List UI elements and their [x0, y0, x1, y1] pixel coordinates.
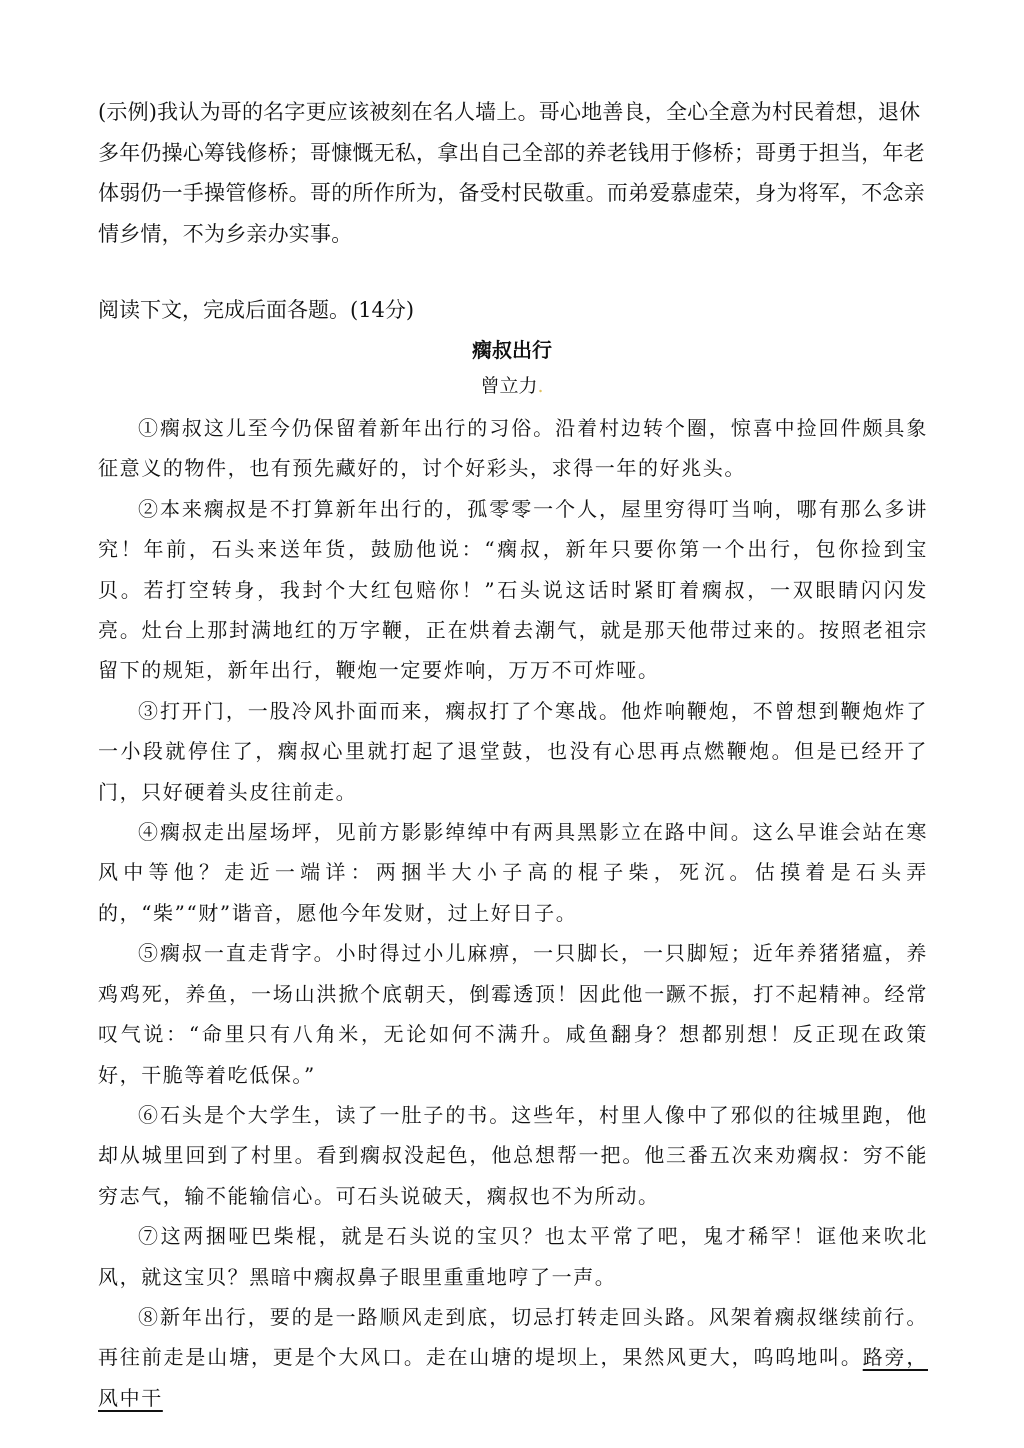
article-paragraph-3: ③打开门，一股冷风扑面而来，瘸叔打了个寒战。他炸响鞭炮，不曾想到鞭炮炸了一小段就停住了，瘸叔心里就打起了退堂鼓，也没有心思再点燃鞭炮。但是已经开了门，只好硬着头皮往前走。 — [98, 698, 928, 804]
example-answer-paragraph: (示例)我认为哥的名字更应该被刻在名人墙上。哥心地善良，全心全意为村民着想，退休多年仍操心筹钱修桥；哥慷慨无私，拿出自己全部的养老钱用于修桥；哥勇于担当，年老体弱仍一手操管修桥。哥的所作所为，备受村民敬重。而弟爱慕虚荣，身为将军，不念亲情乡情，不为乡亲办实事。 — [98, 100, 925, 246]
article-author — [0, 368, 1024, 404]
article-paragraph-4: ④瘸叔走出屋场坪，见前方影影绰绰中有两具黑影立在路中间。这么早谁会站在寒风中等他？走近一端详：两捆半大小子高的棍子柴，死沉。估摸着是石头弄的，“柴”“财”谐音，愿他今年发财，过上好日子。 — [98, 820, 928, 925]
paragraph-8-text: ⑧新年出行，要的是一路顺风走到底，切忌打转走回头路。风架着瘸叔继续前行。再往前走是山塘，更是个大风口。走在山塘的堤坝上，果然风更大，呜呜地叫。 — [98, 1304, 928, 1370]
article-paragraph-7: ⑦这两捆哑巴柴棍，就是石头说的宝贝？也太平常了吧，鬼才稀罕！诓他来吹北风，就这宝贝？黑暗中瘸叔鼻子眼里重重地哼了一声。 — [98, 1224, 928, 1289]
article-paragraph-2: ②本来瘸叔是不打算新年出行的，孤零零一个人，屋里穷得叮当响，哪有那么多讲究！年前，石头来送年货，鼓励他说：“瘸叔，新年只要你第一个出行，包你捡到宝贝。若打空转身，我封个大红包赔你！”石头说这话时紧盯着瘸叔，一双眼睛闪闪发亮。灶台上那封满地红的万字鞭，正在烘着去潮气，就是那天他带过来的。按照老祖宗留下的规矩，新年出行，鞭炮一定要炸响，万万不可炸哑。 — [98, 496, 928, 683]
underlined-sentence: 路旁，风中干 — [98, 1345, 928, 1410]
article-body — [98, 408, 928, 1418]
reading-instruction: 阅读下文，完成后面各题。(14分) — [98, 298, 415, 322]
author-name: 曾立力 — [480, 375, 538, 397]
article-paragraph-5: ⑤瘸叔一直走背字。小时得过小儿麻痹，一只脚长，一只脚短；近年养猪猪瘟，养鸡鸡死，养鱼，一场山洪掀个底朝天，倒霉透顶！因此他一蹶不振，打不起精神。经常叹气说：“命里只有八角米，无论如何不满升。咸鱼翻身？想都别想！反正现在政策好，干脆等着吃低保。” — [98, 941, 928, 1087]
article-title: 瘸叔出行 — [472, 338, 552, 362]
article-paragraph-6: ⑥石头是个大学生，读了一肚子的书。这些年，村里人像中了邪似的往城里跑，他却从城里回到了村里。看到瘸叔没起色，他总想帮一把。他三番五次来劝瘸叔：穷不能穷志气，输不能输信心。可石头说破天，瘸叔也不为所动。 — [98, 1102, 928, 1208]
author-mark: . — [537, 375, 544, 397]
article-paragraph-8 — [98, 1297, 928, 1418]
article-paragraph-1: ①瘸叔这儿至今仍保留着新年出行的习俗。沿着村边转个圈，惊喜中捡回件颇具象征意义的物件，也有预先藏好的，讨个好彩头，求得一年的好兆头。 — [98, 416, 928, 481]
